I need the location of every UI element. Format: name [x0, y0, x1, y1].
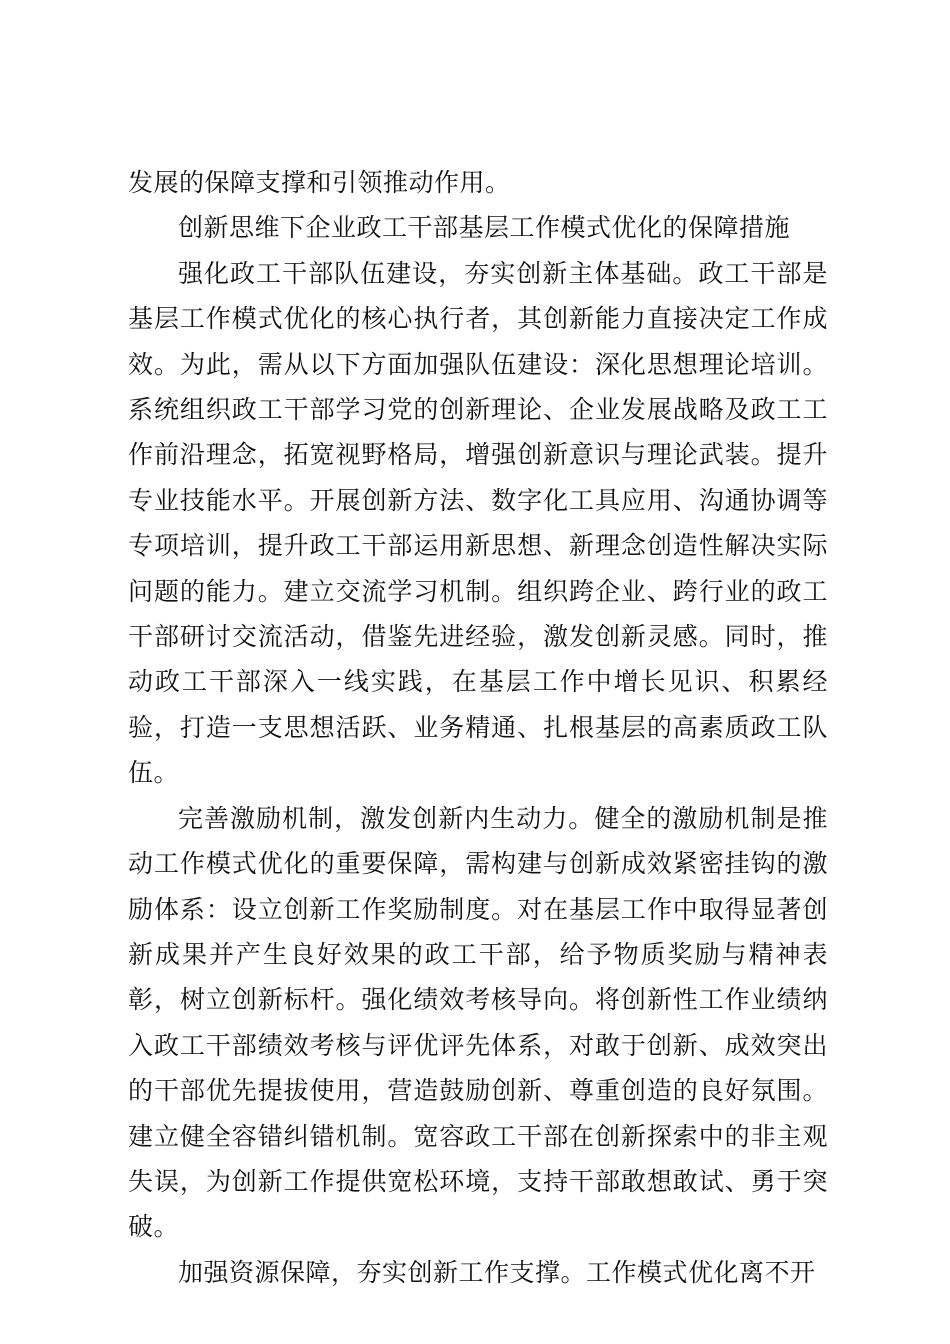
- section-heading: 创新思维下企业政工干部基层工作模式优化的保障措施: [178, 213, 791, 243]
- document-body: [128, 160, 828, 1295]
- paragraph-resource-guarantee: 加强资源保障，夯实创新工作支撑。工作模式优化离不开: [178, 1257, 816, 1287]
- continuation-text: 发展的保障支撑和引领推动作用。: [128, 168, 511, 197]
- paragraph-incentive-mechanism: 完善激励机制，激发创新内生动力。健全的激励机制是推动工作模式优化的重要保障，需构建与创新成效紧密挂钩的激励体系：设立创新工作奖励制度。对在基层工作中取得显著创新成果并产生良好效果的政工干部，给予物质奖励与精神表彰，树立创新标杆。强化绩效考核导向。将创新性工作业绩纳入政工干部绩效考核与评优评先体系，对敢于创新、成效突出的干部优先提拔使用，营造鼓励创新、尊重创造的良好氛围。建立健全容错纠错机制。宽容政工干部在创新探索中的非主观失误，为创新工作提供宽松环境，支持干部敢想敢试、勇于突破。: [128, 803, 828, 1242]
- paragraph-team-building: 强化政工干部队伍建设，夯实创新主体基础。政工干部是基层工作模式优化的核心执行者，其创新能力直接决定工作成效。为此，需从以下方面加强队伍建设：深化思想理论培训。系统组织政工干部学习党的创新理论、企业发展战略及政工工作前沿理念，拓宽视野格局，增强创新意识与理论武装。提升专业技能水平。开展创新方法、数字化工具应用、沟通协调等专项培训，提升政工干部运用新思想、新理念创造性解决实际问题的能力。建立交流学习机制。组织跨企业、跨行业的政工干部研讨交流活动，借鉴先进经验，激发创新灵感。同时，推动政工干部深入一线实践，在基层工作中增长见识、积累经验，打造一支思想活跃、业务精通、扎根基层的高素质政工队伍。: [128, 258, 828, 788]
